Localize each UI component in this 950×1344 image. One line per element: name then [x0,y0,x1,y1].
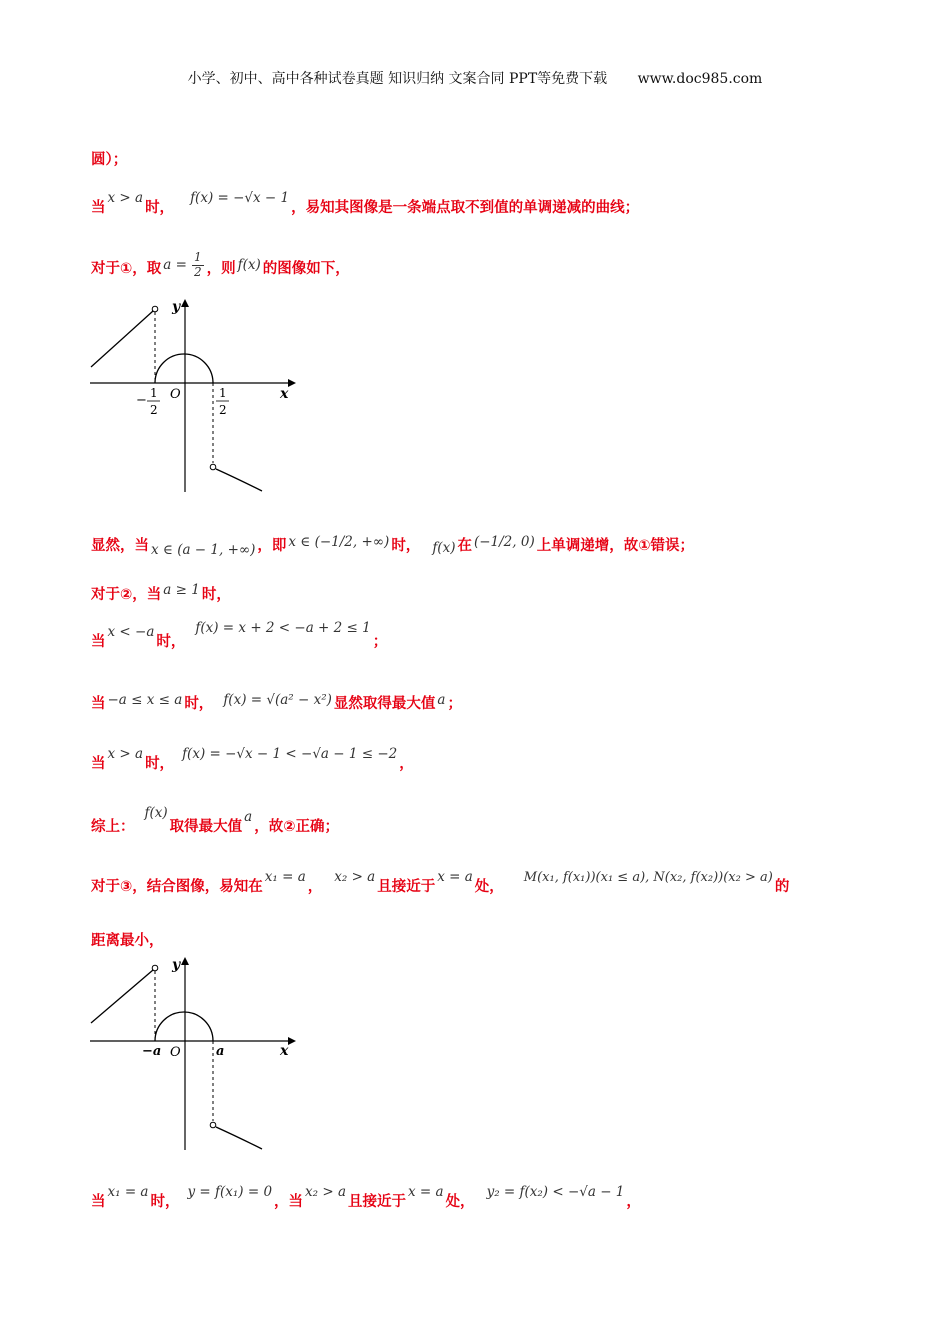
open-endpoint [210,464,216,470]
text-segment: 时， [156,633,186,650]
fraction-denominator: 2 [193,264,202,279]
math-expression: x ∈ (−1/2, +∞) [288,534,390,550]
text-segment: 取得最大值 [169,818,243,835]
math-expression: a [244,809,253,825]
function-graph-1 [88,295,303,495]
text-segment: ，易知其图像是一条端点取不到值的单调递减的曲线； [291,199,640,216]
line-5 [91,573,231,613]
line-3 [91,247,350,287]
x-axis-arrow-icon [288,1037,296,1045]
origin-label: O [170,387,181,402]
math-expression: x₂ > a [334,869,376,885]
y-axis-label: y [172,957,181,973]
math-expression: (−1/2, 0) [473,534,535,550]
text-segment: ，当 [274,1193,304,1210]
text-segment: 时， [391,537,421,554]
y-axis-arrow-icon [181,299,189,307]
x-axis-label: x [280,386,289,402]
header-site-link[interactable]: www.doc985.com [637,71,763,87]
tick-label-numerator: 1 [219,386,227,400]
text-segment: 处， [474,878,504,895]
math-expression: x₂ > a [305,1184,346,1200]
line-10 [91,865,789,905]
math-expression: x₁ = a [264,869,306,885]
text-segment: 的 [774,878,790,895]
x-axis-label: x [280,1043,289,1059]
math-expression: x ∈ (a − 1, +∞) [151,542,256,558]
text-segment: 对于①，取 [91,260,162,277]
text-segment: 处， [445,1193,475,1210]
math-expression: f(x) = −√x − 1 [190,190,290,206]
text-segment: ； [372,633,388,650]
text-segment: 上单调递增，故①错误； [536,537,694,554]
y-axis-arrow-icon [181,957,189,965]
math-expression: f(x) [432,540,456,556]
math-expression: y₂ = f(x₂) < −√a − 1 [486,1184,625,1200]
text-segment: 时， [201,586,231,603]
math-expression: x > a [107,746,144,762]
math-expression: a = [163,257,187,273]
text-segment: 对于③，结合图像，易知在 [91,878,263,895]
math-expression: y = f(x₁) = 0 [187,1184,273,1200]
math-expression: M(x₁, f(x₁))(x₁ ≤ a), N(x₂, f(x₂))(x₂ > a) [523,869,773,885]
text-segment: 在 [457,537,472,554]
text-segment: 时， [145,199,175,216]
text-segment: 圆）； [91,151,128,168]
tick-label-denominator: 2 [150,403,158,417]
text-segment: 显然，当 [91,537,149,554]
y-axis-label: y [172,299,181,315]
math-expression: −a ≤ x ≤ a [107,692,183,708]
x-axis-arrow-icon [288,379,296,387]
text-segment: 当 [91,1193,106,1210]
tick-label-neg-a: −a [142,1044,162,1059]
text-segment: 综上： [91,818,135,835]
math-expression: a ≥ 1 [163,582,200,598]
text-segment: 当 [91,755,106,772]
math-expression: x = a [437,869,473,885]
tick-label-numerator: 1 [150,386,158,400]
math-expression: a [437,692,446,708]
math-expression: f(x) = √(a² − x²) [223,692,332,708]
line-1 [91,138,127,178]
semicircle-arc [155,1012,213,1041]
tick-label-denominator: 2 [219,403,227,417]
math-expression: x > a [107,190,144,206]
line-6 [91,620,387,660]
header-text: 小学、初中、高中各种试卷真题 知识归纳 文案合同 PPT等免费下载 [187,71,608,87]
text-segment: 当 [91,633,106,650]
tick-label-a: a [216,1044,225,1059]
text-segment: 当 [91,199,106,216]
math-expression: f(x) = −√x − 1 < −√a − 1 ≤ −2 [182,746,398,762]
decreasing-curve [216,469,262,491]
text-segment: ，则 [206,260,236,277]
line-4 [91,524,694,564]
text-segment: ， [626,1193,641,1210]
math-expression: x < −a [107,624,155,640]
line-7 [91,682,462,722]
text-segment: 的图像如下， [262,260,350,277]
text-segment: 显然取得最大值 [333,695,436,712]
text-segment: ， [399,755,414,772]
fraction-numerator: 1 [193,250,202,265]
math-expression: f(x) = x + 2 < −a + 2 ≤ 1 [195,620,371,636]
fraction [190,251,206,278]
line-9 [91,805,339,845]
text-segment: 且接近于 [377,878,436,895]
text-segment: 时， [184,695,214,712]
text-segment: ， [307,878,323,895]
text-segment: ，故②正确； [254,818,339,835]
left-line-segment [91,311,153,367]
text-segment: 且接近于 [348,1193,406,1210]
text-segment: ，即 [257,537,287,554]
decreasing-curve [216,1127,262,1149]
open-endpoint [210,1122,216,1128]
line-8 [91,742,414,782]
page-header [0,68,950,88]
left-line-segment [91,970,153,1023]
function-graph-2 [88,953,303,1153]
origin-label: O [170,1045,181,1060]
open-endpoint [152,965,158,971]
math-expression: f(x) [144,805,168,821]
text-segment: 当 [91,695,106,712]
line-2 [91,186,639,226]
math-expression: x₁ = a [107,1184,149,1200]
text-segment: 时， [145,755,175,772]
neg-sign: − [136,393,147,408]
math-expression: f(x) [237,257,261,273]
text-segment: ； [447,695,462,712]
open-endpoint [152,306,158,312]
math-expression: x = a [408,1184,444,1200]
semicircle-arc [155,354,213,383]
text-segment: 对于②，当 [91,586,162,603]
line-12 [91,1180,641,1220]
text-segment: 时， [150,1193,180,1210]
text-segment: 距离最小， [91,932,164,949]
